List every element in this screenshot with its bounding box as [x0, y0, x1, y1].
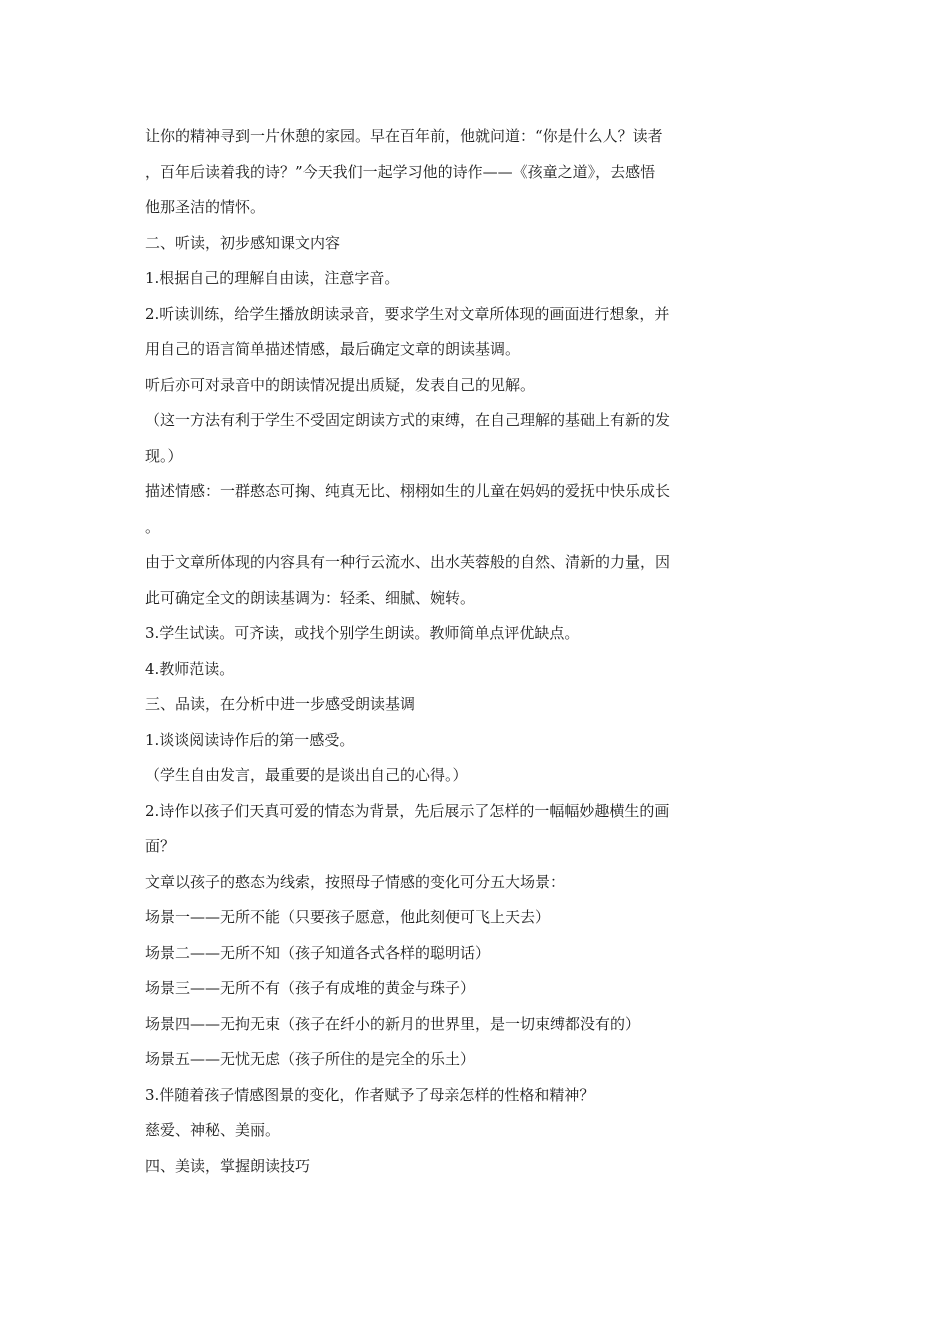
- text-line: 让你的精神寻到一片休憩的家园。早在百年前，他就问道：“你是什么人？读者: [145, 127, 663, 145]
- scene-item: 场景四——无拘无束（孩子在纤小的新月的世界里，是一切束缚都没有的）: [145, 1014, 641, 1033]
- text-line: 3.学生试读。可齐读，或找个别学生朗读。教师简单点评优缺点。: [145, 624, 580, 642]
- scene-item: 场景一——无所不能（只要孩子愿意，他此刻便可飞上天去）: [145, 908, 551, 926]
- text-line: 用自己的语言简单描述情感，最后确定文章的朗读基调。: [145, 340, 521, 358]
- text-line: 3.伴随着孩子情感图景的变化，作者赋予了母亲怎样的性格和精神？: [145, 1085, 595, 1104]
- text-line: 慈爱、神秘、美丽。: [145, 1121, 281, 1139]
- section-heading: 四、美读，掌握朗读技巧: [145, 1156, 311, 1175]
- document-body: [145, 119, 745, 1184]
- text-line: （学生自由发言，最重要的是谈出自己的心得。）: [145, 766, 468, 784]
- text-line: 面？: [145, 837, 176, 855]
- text-line: 1.根据自己的理解自由读，注意字音。: [145, 269, 400, 287]
- text-line: 。: [145, 517, 161, 536]
- text-line: 2.诗作以孩子们天真可爱的情态为背景，先后展示了怎样的一幅幅妙趣横生的画: [145, 801, 670, 820]
- text-line: 他那圣洁的情怀。: [145, 198, 266, 216]
- text-line: 描述情感：一群憨态可掬、纯真无比、栩栩如生的儿童在妈妈的爱抚中快乐成长: [145, 482, 671, 500]
- text-line: 由于文章所体现的内容具有一种行云流水、出水芙蓉般的自然、清新的力量，因: [145, 553, 671, 571]
- text-line: 现。）: [145, 446, 183, 465]
- scene-item: 场景五——无忧无虑（孩子所住的是完全的乐土）: [145, 1050, 476, 1068]
- scene-item: 场景三——无所不有（孩子有成堆的黄金与珠子）: [145, 979, 476, 997]
- text-line: 2.听读训练，给学生播放朗读录音，要求学生对文章所体现的画面进行想象，并: [145, 304, 670, 323]
- scene-item: 场景二——无所不知（孩子知道各式各样的聪明话）: [145, 943, 491, 962]
- text-line: （这一方法有利于学生不受固定朗读方式的束缚，在自己理解的基础上有新的发: [145, 411, 671, 429]
- section-heading: 二、听读，初步感知课文内容: [145, 233, 341, 252]
- text-line: 此可确定全文的朗读基调为：轻柔、细腻、婉转。: [145, 588, 476, 607]
- text-line: 4.教师范读。: [145, 659, 235, 678]
- section-heading: 三、品读，在分析中进一步感受朗读基调: [145, 695, 416, 713]
- text-line: 1.谈谈阅读诗作后的第一感受。: [145, 730, 355, 749]
- text-line: 文章以孩子的憨态为线索，按照母子情感的变化可分五大场景：: [145, 872, 566, 891]
- text-line: 听后亦可对录音中的朗读情况提出质疑，发表自己的见解。: [145, 375, 536, 394]
- text-line: ，百年后读着我的诗？”今天我们一起学习他的诗作——《孩童之道》，去感悟: [145, 162, 656, 181]
